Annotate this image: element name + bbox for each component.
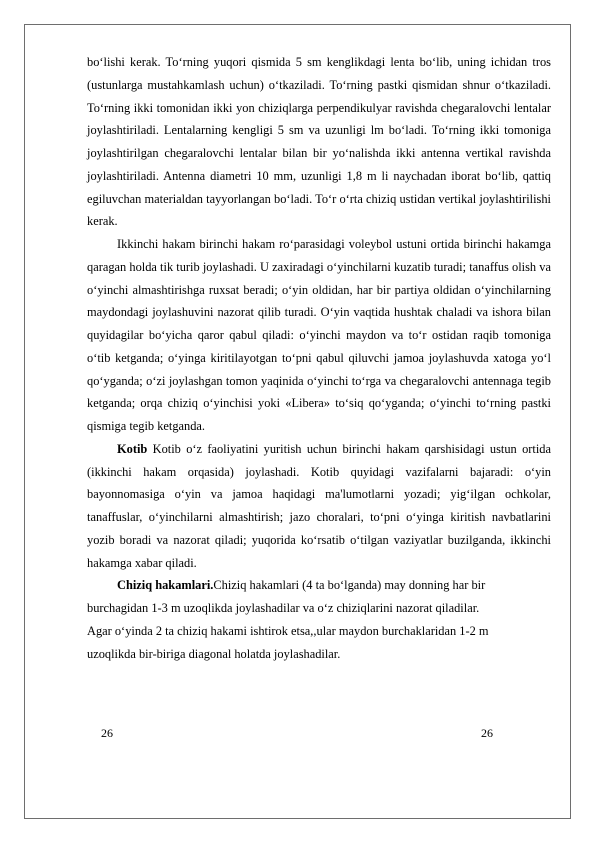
paragraph-net-description: bo‘lishi kerak. To‘rning yuqori qismida 5 sm kenglikdagi lenta bo‘lib, uning ichidan tros (ustunlarga mustahkamlash uchun) o‘tkaziladi. To‘rning pastki qismidan shnur o‘tkaziladi. To‘rning ikki tomonidan ikki yon chiziqlarga perpendikulyar ravishda chegaralovchi lentalar joylashtiriladi. Lentalarning kengligi 5 sm va uzunligi lm bo‘ladi. To‘rning ikki tomoniga joylashtirilgan chegaralovchi lentalar bilan bir yo‘nalishda ikki antenna vertikal ravishda joylashtiriladi. Antenna diametri 10 mm, uzunligi 1,8 m li naychadan iborat bo‘lib, qattiq egiluvchan materialdan tayyorlangan bo‘ladi. To‘r o‘rta chiziq ustidan vertikal joylashtirilishi kerak. <box>87 55 551 229</box>
paragraph-scorer <box>87 438 551 575</box>
paragraph-second-referee: Ikkinchi hakam birinchi hakam ro‘parasidagi voleybol ustuni ortida birinchi hakamga qaragan holda tik turib joylashadi. U zaxiradagi o‘yinchilarni kuzatib turadi; tanaffus olish va o‘yinchi almashtirishga ruxsat beradi; o‘yin oldidan, har bir partiya oldidan o‘yinchilarning maydondagi joylashuvini nazorat qilib turadi. O‘yin vaqtida hushtak chaladi va ishora bilan quyidagilar bo‘yicha qaror qabul qiladi: o‘yinchi maydon va to‘r ostidan raqib tomoniga o‘tib ketganda; o‘yinga kiritilayotgan to‘pni qabul qiluvchi jamoa joylashuvda xatoga yo‘l qo‘yganda; o‘zi joylashgan tomon yaqinida o‘yinchi to‘rga va chegaralovchi antennaga tegib ketganda; orqa chiziq o‘yinchisi yoki «Libera» to‘siq qo‘yganda; o‘yinchi to‘rning pastki qismiga tegib ketganda. <box>87 237 551 433</box>
line-judges-text-1: Chiziq hakamlari (4 ta bo‘lganda) may donning har bir <box>213 578 486 593</box>
line-judges-line-1 <box>87 574 551 597</box>
line-judges-line-2: burchagidan 1-3 m uzoqlikda joylashadilar va o‘z chiziqlarini nazorat qiladilar. <box>87 601 480 615</box>
document-body <box>87 51 551 665</box>
scorer-heading: Kotib <box>117 441 148 456</box>
paragraph-line-judges <box>87 574 551 665</box>
page-number-left: 26 <box>101 726 113 740</box>
line-judges-line-3: Agar o‘yinda 2 ta chiziq hakami ishtirok etsa,,ular maydon burchaklaridan 1-2 m <box>87 623 489 638</box>
line-judges-line-4: uzoqlikda bir-biriga diagonal holatda joylashadilar. <box>87 646 341 661</box>
page-number-right: 26 <box>481 726 493 740</box>
line-judges-heading: Chiziq hakamlari. <box>117 578 214 593</box>
scorer-text: Kotib o‘z faoliyatini yuritish uchun birinchi hakam qarshisidagi ustun ortida (ikkinchi hakam orqasida) joylashadi. Kotib quyidagi vazifalarni bajaradi: o‘yin bayonnomasiga o‘yin va jamoa haqidagi ma'lumotlarni yozadi; yig‘ilgan ochkolar, tanaffuslar, o‘yinchilarni almashtirish; jazo choralari, to‘pni o‘yinga kiritish navbatlarini yozib boradi va nazorat qiladi; yuqorida ko‘rsatib o‘tilgan vaziyatlar buzilganda, ikkinchi hakamga xabar qiladi. <box>87 441 551 570</box>
